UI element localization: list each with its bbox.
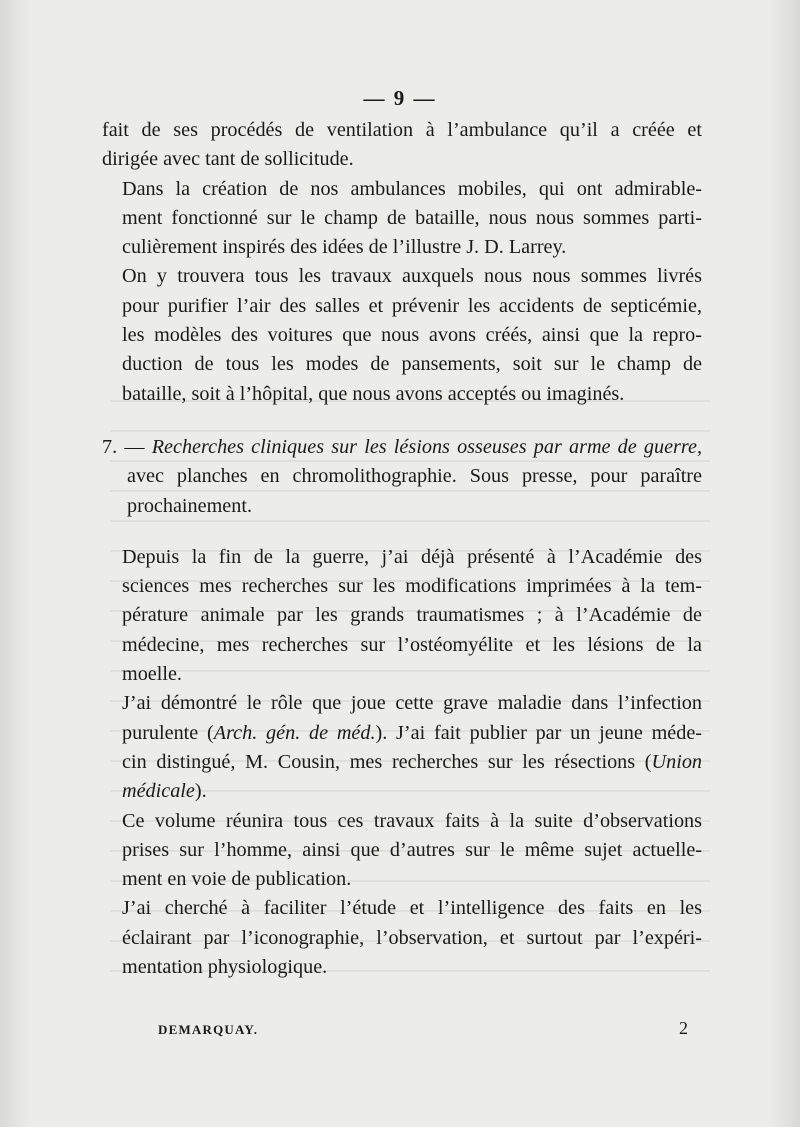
text-line: moelle. — [122, 663, 182, 686]
text-line: J’ai démontré le rôle que joue cette grave maladie dans l’infection — [122, 692, 702, 715]
text-line: sciences mes recherches sur les modifications imprimées à la tem- — [122, 575, 702, 598]
paragraph — [102, 262, 702, 408]
section-number: 7. — — [102, 435, 145, 458]
text-line: dirigée avec tant de sollicitude. — [102, 148, 354, 171]
text-line: médecine, mes recherches sur l’ostéomyélite et les lésions de la — [122, 633, 702, 656]
text-line: J’ai cherché à faciliter l’étude et l’intelligence des faits en les — [122, 897, 702, 920]
text-run: cin distingué, M. Cousin, mes recherches sur les résections ( — [122, 750, 652, 773]
text-line — [102, 777, 702, 806]
text-line: Depuis la fin de la guerre, j’ai déjà présenté à l’Académie des — [122, 545, 702, 568]
text-run: ). J’ai fait publier par un jeune méde- — [375, 721, 703, 744]
paragraph — [102, 807, 702, 895]
text-line: éclairant par l’iconographie, l’observation, et surtout par l’expéri- — [122, 926, 702, 949]
text-line: prochainement. — [127, 494, 252, 517]
text-line — [102, 748, 702, 777]
section-heading-line — [102, 433, 703, 462]
section-7 — [102, 433, 702, 521]
paragraph — [102, 175, 702, 263]
text-line: Dans la création de nos ambulances mobiles, qui ont admirable- — [122, 177, 702, 200]
text-line: On y trouvera tous les travaux auxquels nous nous sommes livrés — [122, 265, 702, 288]
text-line: avec planches en chromolithographie. Sous presse, pour paraître — [127, 465, 702, 488]
author-signature: DEMARQUAY. — [158, 1022, 259, 1037]
signature-mark: 2 — [679, 1018, 688, 1038]
body-text — [102, 116, 702, 982]
page-footer — [158, 1018, 688, 1039]
text-line: duction de tous les modes de pansements, soit sur le champ de — [122, 353, 702, 376]
text-line: prises sur l’homme, ainsi que d’autres sur le même sujet actuelle- — [122, 838, 702, 861]
paragraph — [102, 689, 702, 806]
text-line: pour purifier l’air des salles et prévenir les accidents de septicémie, — [122, 294, 702, 317]
paragraph — [102, 543, 702, 689]
spacer — [102, 409, 702, 433]
paragraph-continuation — [102, 116, 702, 175]
text-line: Ce volume réunira tous ces travaux faits à la suite d’observations — [122, 809, 702, 832]
section-title: Recherches cliniques sur les lésions osseuses par arme de guerre, — [151, 435, 703, 458]
text-line — [102, 719, 702, 748]
text-line: culièrement inspirés des idées de l’illustre J. D. Larrey. — [122, 236, 567, 259]
paragraph — [102, 894, 702, 982]
text-run: purulente ( — [122, 721, 214, 744]
text-line: fait de ses procédés de ventilation à l’ambulance qu’il a créée et — [102, 119, 702, 141]
spacer — [102, 521, 702, 543]
text-line: les modèles des voitures que nous avons créés, ainsi que la repro- — [122, 324, 702, 347]
text-line: mentation physiologique. — [122, 956, 328, 979]
citation-italic: Arch. gén. de méd. — [213, 721, 376, 744]
text-line: ment fonctionné sur le champ de bataille, nous nous sommes parti- — [122, 206, 702, 229]
text-line: ment en voie de publication. — [122, 868, 352, 891]
page-number: — 9 — — [363, 86, 437, 110]
text-line: bataille, soit à l’hôpital, que nous avons acceptés ou imaginés. — [122, 382, 625, 405]
text-line: pérature animale par les grands traumatismes ; à l’Académie de — [122, 604, 702, 627]
text-run: ). — [194, 780, 207, 803]
citation-italic: Union — [651, 750, 702, 773]
citation-italic: médicale — [122, 780, 195, 803]
